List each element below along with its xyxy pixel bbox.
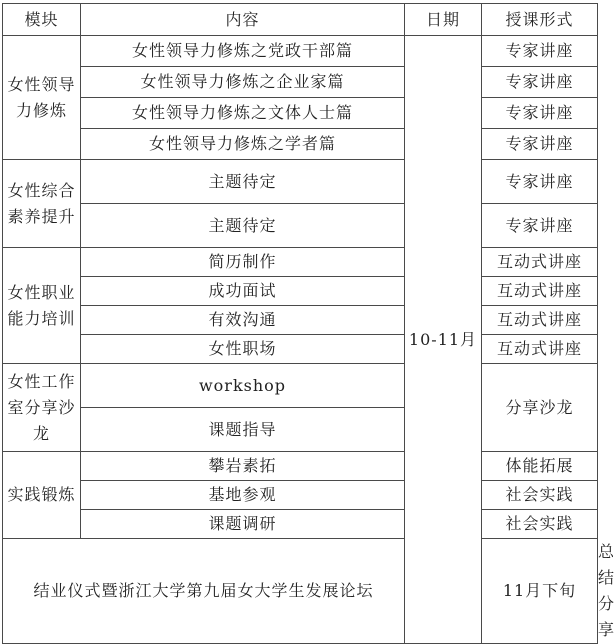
format-cell: 专家讲座 [482,98,598,129]
schedule-table [2,3,615,644]
format-cell: 专家讲座 [482,129,598,160]
module-name: 实践锻炼 [3,452,81,539]
format-cell: 专家讲座 [482,204,598,248]
final-date: 11月下旬 [482,539,598,644]
format-cell: 互动式讲座 [482,248,598,277]
table-row [3,364,598,408]
content-cell: 课题指导 [81,408,405,452]
header-module: 模块 [3,4,81,36]
table-row [3,98,598,129]
content-cell: 女性领导力修炼之学者篇 [81,129,405,160]
final-row: 结业仪式暨浙江大学第九届女大学生发展论坛 11月下旬 总结分享 [3,539,598,644]
date-cell: 10-11月 [405,36,482,644]
content-cell: 攀岩素拓 [81,452,405,481]
content-cell: 女性领导力修炼之文体人士篇 [81,98,405,129]
format-cell: 互动式讲座 [482,335,598,364]
content-cell: 主题待定 [81,204,405,248]
format-cell: 专家讲座 [482,160,598,204]
header-row [3,4,598,36]
table-row [3,248,598,277]
content-cell: 课题调研 [81,510,405,539]
final-content: 结业仪式暨浙江大学第九届女大学生发展论坛 [3,539,405,644]
module-name: 女性工作室分享沙龙 [3,364,81,452]
table-row [3,277,598,306]
format-cell: 专家讲座 [482,67,598,98]
format-cell: 互动式讲座 [482,306,598,335]
format-cell: 分享沙龙 [482,364,598,452]
table-row [3,160,598,204]
table-row [3,335,598,364]
format-cell: 体能拓展 [482,452,598,481]
table-row [3,204,598,248]
content-cell: 成功面试 [81,277,405,306]
table-row [3,129,598,160]
content-cell: 女性职场 [81,335,405,364]
content-cell: 主题待定 [81,160,405,204]
content-cell: workshop [81,364,405,408]
header-date: 日期 [405,4,482,36]
content-cell: 女性领导力修炼之党政干部篇 [81,36,405,67]
format-cell: 专家讲座 [482,36,598,67]
table-row [3,306,598,335]
module-name: 女性领导力修炼 [3,36,81,160]
format-cell: 社会实践 [482,510,598,539]
format-cell: 社会实践 [482,481,598,510]
content-cell: 基地参观 [81,481,405,510]
module-name: 女性综合素养提升 [3,160,81,248]
format-cell: 互动式讲座 [482,277,598,306]
table-row [3,67,598,98]
table-row [3,510,598,539]
table-row [3,452,598,481]
module-name: 女性职业能力培训 [3,248,81,364]
header-format: 授课形式 [482,4,598,36]
content-cell: 简历制作 [81,248,405,277]
content-cell: 女性领导力修炼之企业家篇 [81,67,405,98]
table-row [3,481,598,510]
header-content: 内容 [81,4,405,36]
content-cell: 有效沟通 [81,306,405,335]
table-row [3,36,598,67]
